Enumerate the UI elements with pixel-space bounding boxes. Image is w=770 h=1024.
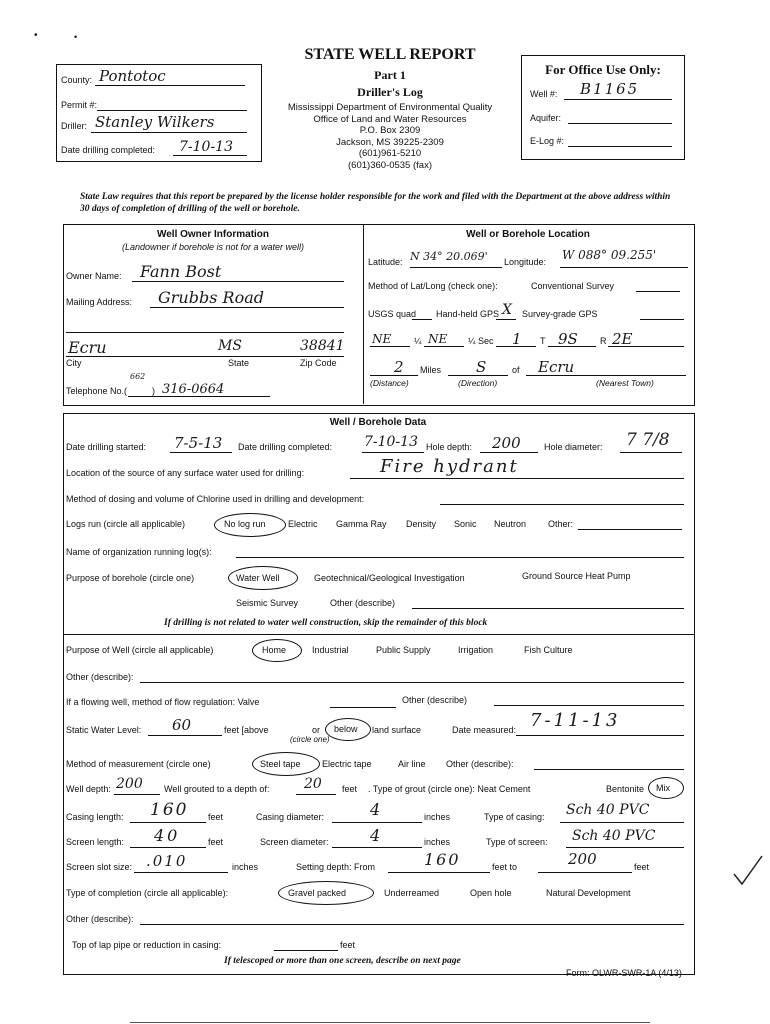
screen-diameter-label: Screen diameter: [260, 837, 329, 847]
well-num-label: Well #: [530, 89, 558, 99]
grout-mix[interactable]: Mix [656, 783, 670, 793]
distance-value[interactable]: 2 [394, 358, 404, 376]
usgs-quad-option[interactable]: USGS quad [368, 309, 417, 319]
latitude-value[interactable]: N 34° 20.069' [410, 250, 488, 263]
nearest-town-value[interactable]: Ecru [538, 358, 575, 376]
surface-water-value[interactable]: Fire hydrant [380, 456, 519, 477]
driller-label: Driller: [61, 121, 87, 131]
date-completed-value[interactable]: 7-10-13 [179, 139, 233, 155]
measurement-method-label: Method of measurement (circle one) [66, 759, 211, 769]
hole-diameter-label: Hole diameter: [544, 442, 603, 452]
flow-other-label: Other (describe) [402, 695, 468, 705]
date-measured-value[interactable]: 7-11-13 [530, 710, 621, 731]
zip-label: Zip Code [300, 358, 337, 368]
completion-type-label: Type of completion (circle all applicable): [66, 888, 229, 898]
lap-pipe-label: Top of lap pipe or reduction in casing: [72, 940, 222, 950]
agency-line: Mississippi Department of Environmental Quality [287, 102, 493, 113]
telescoped-note: If telescoped or more than one screen, describe on next page [224, 956, 461, 966]
agency-line: Office of Land and Water Resources [313, 113, 467, 125]
screen-feet-label: feet [208, 837, 224, 847]
telephone-label: Telephone No. [66, 386, 125, 396]
longitude-value[interactable]: W 088° 09.255' [562, 248, 657, 262]
state-label: State [228, 358, 250, 368]
handheld-gps-option[interactable]: Hand-held GPS [436, 309, 500, 319]
setting-feet-label: feet [634, 862, 650, 872]
screen-length-label: Screen length: [66, 837, 125, 847]
agency-line: P.O. Box 2309 [359, 125, 421, 136]
skip-note: If drilling is not related to water well construction, skip the remainder of this block [164, 618, 488, 628]
screen-inches-label: inches [424, 837, 451, 847]
log-option-electric[interactable]: Electric [288, 519, 318, 529]
purpose-geotechnical[interactable]: Geotechnical/Geological Investigation [314, 573, 465, 583]
hole-diameter-value[interactable]: 7 7/8 [626, 430, 670, 450]
owner-subheading: (Landowner if borehole is not for a water well) [121, 242, 305, 252]
swl-or-label: or [312, 725, 321, 735]
owner-name-label: Owner Name: [66, 271, 122, 281]
township-label: T [540, 336, 546, 346]
well-num-value[interactable]: B1165 [580, 80, 640, 98]
borehole-purpose-label: Purpose of borehole (circle one) [66, 573, 195, 583]
agency-block [262, 102, 518, 171]
quarter-quarter-2[interactable]: NE [428, 332, 448, 346]
log-option-no-log[interactable]: No log run [224, 519, 266, 529]
township-value[interactable]: 9S [558, 330, 578, 348]
screen-type-label: Type of screen: [486, 837, 548, 847]
grouted-depth-label: Well grouted to a depth of: [164, 784, 270, 794]
well-other-label: Other (describe): [66, 672, 134, 682]
drill-start-label: Date drilling started: [66, 442, 147, 452]
log-option-sonic[interactable]: Sonic [454, 519, 477, 529]
direction-value[interactable]: S [476, 358, 487, 376]
grout-bentonite[interactable]: Bentonite [606, 784, 645, 794]
section-label: Sec [478, 336, 494, 346]
casing-length-label: Casing length: [66, 812, 124, 822]
grout-type-label: . Type of grout (circle one): Neat Cement [368, 784, 531, 794]
of-label: of [512, 365, 520, 375]
office-title: For Office Use Only: [545, 62, 661, 77]
phone-area-value[interactable]: 662 [130, 372, 146, 381]
completion-natural-development[interactable]: Natural Development [546, 888, 631, 898]
owner-heading: Well Owner Information [156, 229, 270, 240]
hole-depth-label: Hole depth: [426, 442, 473, 452]
direction-caption: (Direction) [458, 378, 498, 388]
mailing-address-value[interactable]: Grubbs Road [158, 288, 264, 307]
drill-complete-value[interactable]: 7-10-13 [364, 434, 418, 450]
grout-feet-label: feet [342, 784, 358, 794]
log-option-neutron[interactable]: Neutron [494, 519, 527, 529]
handheld-gps-mark[interactable]: X [502, 302, 512, 318]
setting-to-label: feet to [492, 862, 518, 872]
section-value[interactable]: 1 [512, 330, 522, 348]
log-option-gamma[interactable]: Gamma Ray [336, 519, 387, 529]
circle-one-caption: (circle one) [290, 735, 330, 744]
bottom-rule [130, 1022, 650, 1023]
county-label: County: [61, 75, 93, 85]
setting-depth-label: Setting depth: From [296, 862, 376, 872]
permit-label: Permit #: [61, 100, 98, 110]
range-label: R [600, 336, 607, 346]
drill-start-value[interactable]: 7-5-13 [174, 434, 223, 452]
purpose-water-well[interactable]: Water Well [236, 573, 280, 583]
agency-line: (601)961-5210 [358, 148, 422, 159]
report-part: Part 1 [374, 68, 406, 82]
purpose-other-label[interactable]: Other (describe) [330, 598, 396, 608]
surface-water-label: Location of the source of any surface water used for drilling: [66, 468, 305, 478]
well-depth-value[interactable]: 200 [116, 776, 143, 792]
state-law-note: State Law requires that this report be prepared by the license holder responsible for the work and filed with the Department at the above address within 30 days of completion of drilling of the well or borehole. [80, 192, 671, 214]
casing-inches-label: inches [424, 812, 451, 822]
casing-diameter-value[interactable]: 4 [370, 800, 381, 819]
drill-complete-label: Date drilling completed: [238, 442, 333, 452]
quarter-quarter-1[interactable]: NE [372, 332, 392, 346]
zip-value[interactable]: 38841 [300, 338, 345, 354]
borehole-heading: Well / Borehole Data [329, 417, 427, 428]
method-steel-tape[interactable]: Steel tape [260, 759, 301, 769]
swl-tail-label: land surface [372, 725, 422, 735]
elog-label: E-Log #: [530, 136, 565, 146]
completion-underreamed[interactable]: Underreamed [384, 888, 440, 898]
screen-length-value[interactable]: 40 [154, 826, 181, 845]
casing-type-label: Type of casing: [484, 812, 545, 822]
completion-gravel-packed[interactable]: Gravel packed [288, 888, 347, 898]
completion-open-hole[interactable]: Open hole [470, 888, 512, 898]
distance-caption: (Distance) [370, 378, 409, 388]
method-electric-tape[interactable]: Electric tape [322, 759, 372, 769]
check-mark-icon [730, 850, 766, 890]
range-value[interactable]: 2E [612, 330, 633, 348]
owner-location-divider [363, 224, 364, 404]
latlong-method-label: Method of Lat/Long (check one): [368, 281, 498, 291]
city-label: City [66, 358, 82, 368]
report-subtitle: Driller's Log [357, 85, 423, 99]
purpose-heat-pump[interactable]: Ground Source Heat Pump [522, 571, 631, 581]
well-purpose-fish[interactable]: Fish Culture [524, 645, 573, 655]
quarter-mark: ¼ [468, 336, 476, 346]
well-purpose-irrigation[interactable]: Irrigation [458, 645, 494, 655]
lap-feet-label: feet [340, 940, 356, 950]
conventional-survey-option[interactable]: Conventional Survey [531, 281, 615, 291]
well-purpose-industrial[interactable]: Industrial [312, 645, 349, 655]
log-option-density[interactable]: Density [406, 519, 437, 529]
screen-diameter-value[interactable]: 4 [370, 826, 381, 845]
agency-line: Jackson, MS 39225-2309 [336, 136, 444, 148]
location-heading: Well or Borehole Location [466, 229, 590, 240]
well-purpose-label: Purpose of Well (circle all applicable) [66, 645, 214, 655]
chlorine-label: Method of dosing and volume of Chlorine used in drilling and development: [66, 494, 365, 504]
grouted-depth-value[interactable]: 20 [304, 776, 322, 792]
phone-value[interactable]: 316-0664 [162, 382, 225, 397]
slot-size-label: Screen slot size: [66, 862, 133, 872]
method-air-line[interactable]: Air line [398, 759, 426, 769]
flow-regulation-label: If a flowing well, method of flow regulation: Valve [66, 697, 260, 707]
slot-size-value[interactable]: .010 [146, 852, 188, 870]
slot-inches-label: inches [232, 862, 259, 872]
state-value[interactable]: MS [218, 338, 242, 354]
purpose-seismic[interactable]: Seismic Survey [236, 598, 299, 608]
form-id: Form: OLWR-SWR-1A (4/13) [566, 968, 682, 978]
latitude-label: Latitude: [368, 257, 403, 267]
stray-dot: • [34, 30, 38, 41]
casing-feet-label: feet [208, 812, 224, 822]
well-purpose-public[interactable]: Public Supply [376, 645, 431, 655]
setting-from-value[interactable]: 160 [424, 850, 461, 869]
screen-type-value[interactable]: Sch 40 PVC [572, 828, 656, 844]
aquifer-label: Aquifer: [530, 113, 562, 123]
casing-length-value[interactable]: 160 [150, 800, 189, 820]
static-water-label: Static Water Level: [66, 725, 142, 735]
casing-type-value[interactable]: Sch 40 PVC [566, 802, 650, 818]
city-value[interactable]: Ecru [68, 338, 107, 357]
static-water-value[interactable]: 60 [172, 716, 192, 734]
longitude-label: Longitude: [504, 257, 547, 267]
town-caption: (Nearest Town) [596, 378, 654, 388]
method-other[interactable]: Other (describe): [446, 759, 514, 769]
report-title: STATE WELL REPORT [304, 46, 476, 63]
mailing-address-label: Mailing Address: [66, 297, 133, 307]
swl-unit-label: feet [above [224, 725, 269, 735]
log-org-label: Name of organization running log(s): [66, 547, 212, 557]
stray-dot: • [74, 32, 78, 42]
setting-to-value[interactable]: 200 [568, 850, 597, 868]
owner-name-value[interactable]: Fann Bost [140, 262, 222, 281]
driller-value[interactable]: Stanley Wilkers [95, 113, 215, 131]
log-option-other[interactable]: Other: [548, 519, 574, 529]
miles-label: Miles [420, 365, 442, 375]
well-purpose-home[interactable]: Home [262, 645, 287, 655]
survey-gps-option[interactable]: Survey-grade GPS [522, 309, 598, 319]
hole-depth-value[interactable]: 200 [492, 434, 521, 452]
well-depth-label: Well depth: [66, 784, 111, 794]
logs-run-label: Logs run (circle all applicable) [66, 519, 186, 529]
date-completed-label: Date drilling completed: [61, 145, 156, 155]
completion-other-label: Other (describe): [66, 914, 134, 924]
quarter-mark: ¼ [414, 336, 422, 346]
swl-below-option[interactable]: below [334, 724, 358, 734]
office-use-box [521, 55, 685, 160]
casing-diameter-label: Casing diameter: [256, 812, 325, 822]
date-measured-label: Date measured: [452, 725, 517, 735]
county-value[interactable]: Pontotoc [99, 67, 166, 85]
agency-line: (601)360-0535 (fax) [348, 159, 432, 171]
county-box [56, 64, 262, 162]
